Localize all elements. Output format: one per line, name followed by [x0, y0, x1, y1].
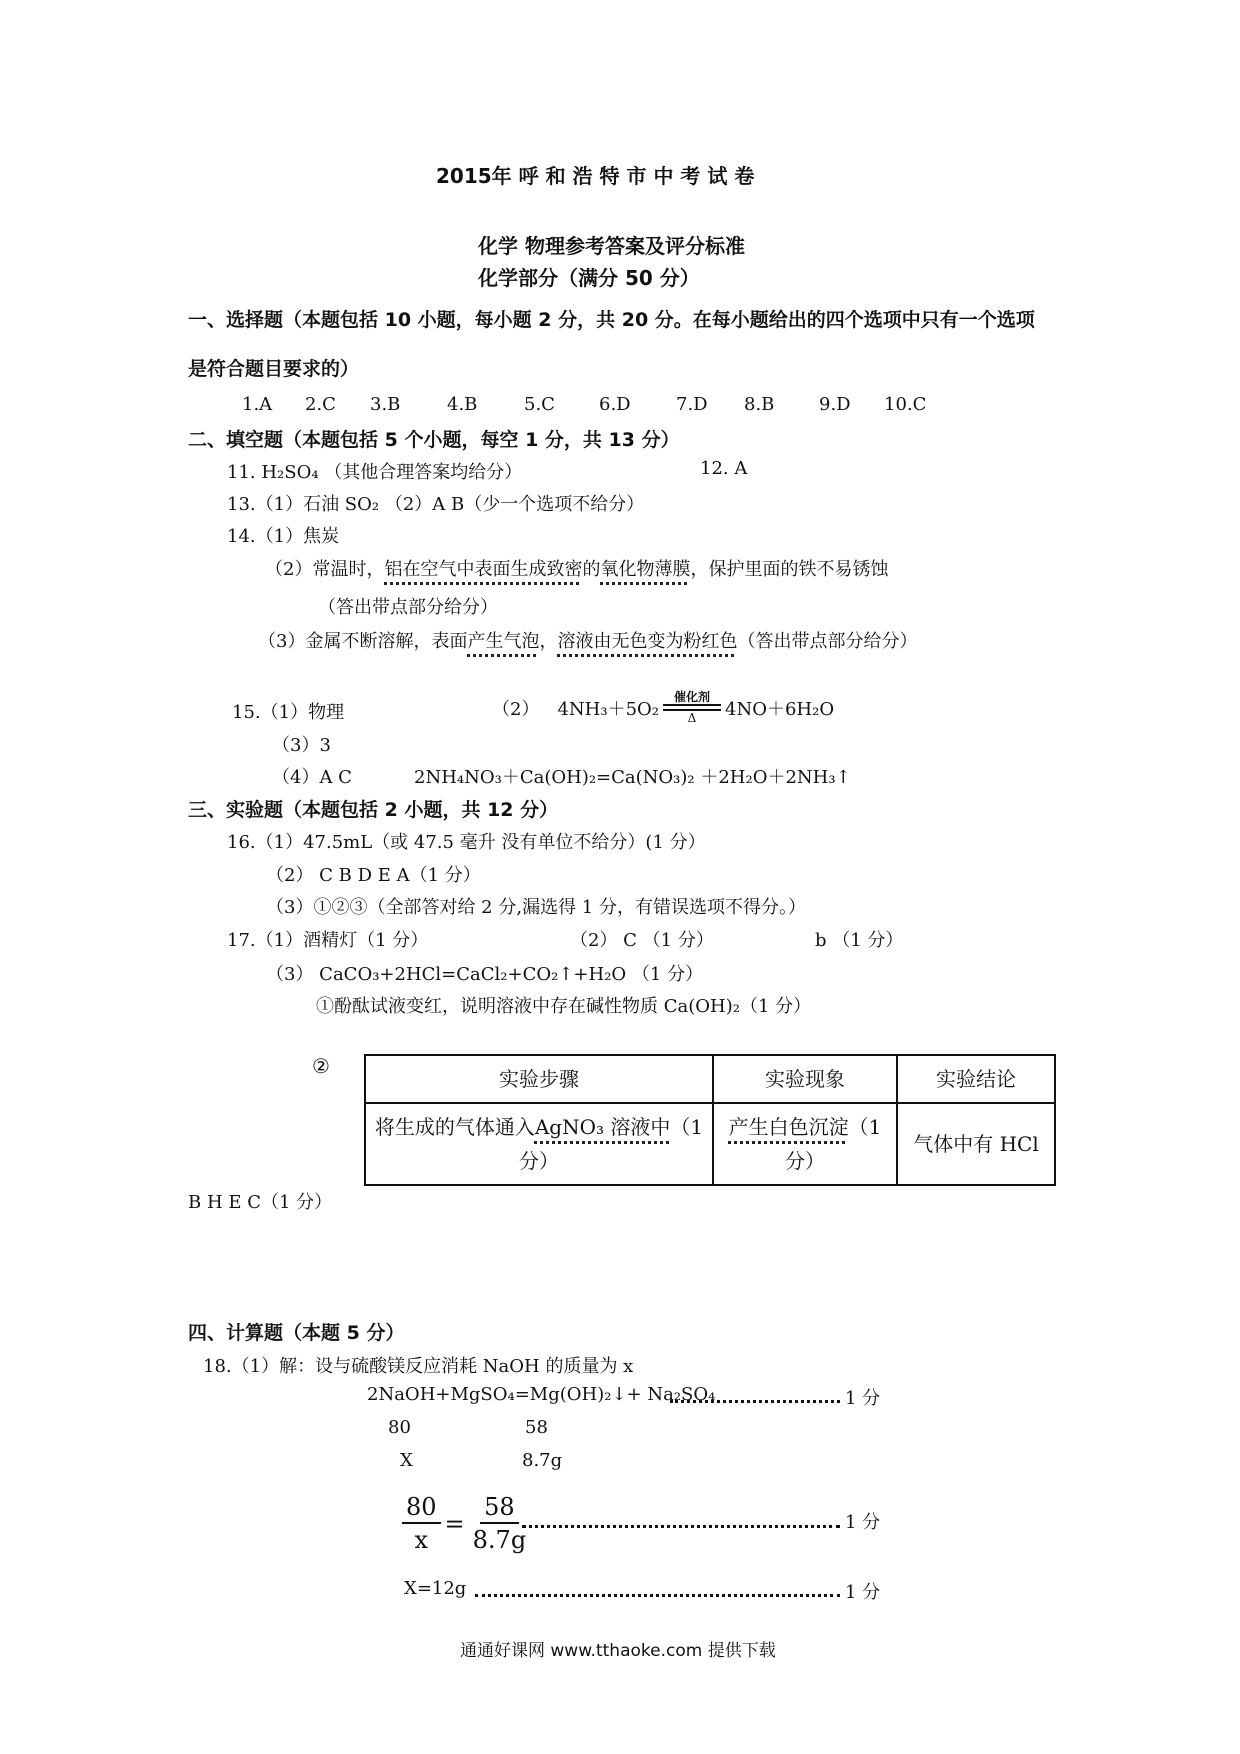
page-subtitle: 化学 物理参考答案及评分标准	[478, 234, 745, 258]
phenomenon-score-b: 分）	[785, 1149, 825, 1173]
q16-3-answer: （3）①②③（全部答对给 2 分,漏选得 1 分，有错误选项不得分。）	[266, 897, 806, 918]
page-title: 2015年 呼 和 浩 特 市 中 考 试 卷	[436, 164, 755, 188]
q17-final-answer: B H E C（1 分）	[188, 1192, 333, 1213]
section-3-heading: 三、实验题（本题包括 2 小题，共 12 分）	[188, 799, 559, 821]
q14-2-text-a: （2）常温时，	[265, 559, 385, 580]
step-score-b: 分）	[519, 1149, 559, 1173]
score-point: 1 分	[845, 1582, 881, 1603]
table-header-conclusion: 实验结论	[897, 1055, 1055, 1103]
answer-1: 1.A	[242, 394, 273, 415]
q14-2-key-a: 铝在空气中表面生成致密	[384, 559, 583, 580]
q14-3-key-a: 产生气泡	[467, 631, 540, 652]
table-header-steps: 实验步骤	[365, 1055, 713, 1103]
q15-2-answer	[492, 690, 834, 725]
q15-2-label: （2）	[492, 698, 540, 720]
q18-1-intro: 18.（1）解：设与硫酸镁反应消耗 NaOH 的质量为 x	[203, 1356, 634, 1377]
fraction-right-numerator: 58	[480, 1492, 519, 1524]
q14-2-answer	[265, 555, 888, 581]
dotted-leader	[522, 1525, 840, 1528]
fraction-left	[402, 1492, 441, 1556]
section-1-heading-cont: 是符合题目要求的）	[188, 358, 360, 380]
known-mass: 8.7g	[522, 1450, 563, 1471]
q17-1-answer: 17.（1）酒精灯（1 分）	[227, 930, 429, 951]
proportion-equation	[402, 1492, 530, 1556]
step-key: AgNO₃ 溶液中	[534, 1115, 671, 1139]
table-cell-phenomenon	[713, 1103, 897, 1185]
unknown-mass: X	[400, 1450, 413, 1471]
molar-mass-mgoh2: 58	[525, 1417, 548, 1438]
reaction-condition-sign	[663, 690, 721, 725]
q17-3-2-marker: ②	[312, 1054, 330, 1078]
table-cell-conclusion: 气体中有 HCl	[897, 1103, 1055, 1185]
table-header-phenomenon: 实验现象	[713, 1055, 897, 1103]
q17-3-answer: （3） CaCO₃+2HCl=CaCl₂+CO₂↑+H₂O （1 分）	[266, 964, 704, 985]
heat-symbol: Δ	[687, 711, 697, 725]
q14-3-text-c: ，	[539, 631, 558, 652]
q14-2-key-b: 氧化物薄膜	[600, 559, 691, 580]
q15-2-reactants: 4NH₃＋5O₂	[557, 698, 659, 720]
answer-10: 10.C	[884, 394, 927, 415]
section-4-heading: 四、计算题（本题 5 分）	[188, 1322, 405, 1344]
step-score-a: （1	[670, 1115, 704, 1139]
q13-answer: 13.（1）石油 SO₂ （2）A B（少一个选项不给分）	[227, 494, 645, 515]
answer-4: 4.B	[447, 394, 478, 415]
q15-2-products: 4NO＋6H₂O	[725, 698, 835, 720]
q15-4-choice: （4）A C	[272, 767, 352, 788]
answer-5: 5.C	[524, 394, 555, 415]
dotted-leader	[475, 1594, 840, 1597]
q11-answer: 11. H₂SO₄ （其他合理答案均给分）	[227, 462, 523, 483]
fraction-left-denominator: x	[414, 1526, 429, 1554]
q14-3-text-e: （答出带点部分给分）	[737, 631, 918, 652]
result-value: X=12g	[404, 1578, 467, 1599]
q14-3-text-a: （3）金属不断溶解，表面	[258, 631, 468, 652]
section-1-heading: 一、选择题（本题包括 10 小题，每小题 2 分，共 20 分。在每小题给出的四个选项中只有一个选项	[188, 309, 1035, 331]
section-title: 化学部分（满分 50 分）	[478, 266, 700, 290]
q15-1-answer: 15.（1）物理	[232, 702, 345, 723]
answer-8: 8.B	[744, 394, 775, 415]
phenomenon-key: 产生白色沉淀	[728, 1115, 849, 1139]
q15-3-answer: （3）3	[272, 735, 331, 756]
answer-9: 9.D	[819, 394, 851, 415]
double-line	[663, 704, 721, 711]
table-row	[365, 1103, 1055, 1185]
q14-2-text-e: ，保护里面的铁不易锈蚀	[690, 559, 889, 580]
q14-2-text-c: 的	[582, 559, 601, 580]
q14-3-key-b: 溶液由无色变为粉红色	[557, 631, 738, 652]
q17-2-answer-a: （2） C （1 分）	[570, 930, 714, 951]
choice-answers	[242, 394, 926, 415]
fraction-right-denominator: 8.7g	[472, 1526, 527, 1554]
q14-3-answer	[258, 627, 917, 653]
q16-1-answer: 16.（1）47.5mL（或 47.5 毫升 没有单位不给分）(1 分）	[227, 832, 706, 853]
step-text: 将生成的气体通入	[374, 1115, 535, 1139]
answer-6: 6.D	[599, 394, 631, 415]
q16-2-answer: （2） C B D E A（1 分）	[266, 865, 481, 886]
section-2-heading: 二、填空题（本题包括 5 个小题，每空 1 分，共 13 分）	[188, 429, 680, 451]
q14-1-answer: 14.（1）焦炭	[227, 526, 340, 547]
dotted-leader	[670, 1400, 840, 1403]
table-cell-step	[365, 1103, 713, 1185]
q15-4-equation: 2NH₄NO₃＋Ca(OH)₂=Ca(NO₃)₂ ＋2H₂O＋2NH₃↑	[414, 767, 851, 788]
answer-3: 3.B	[370, 394, 401, 415]
experiment-table	[364, 1054, 1056, 1186]
catalyst-label: 催化剂	[673, 690, 710, 704]
fraction-left-numerator: 80	[402, 1492, 441, 1524]
equals-sign: =	[444, 1510, 465, 1538]
score-point: 1 分	[845, 1512, 881, 1533]
q17-3-1-answer: ①酚酞试液变红，说明溶液中存在碱性物质 Ca(OH)₂（1 分）	[316, 996, 812, 1017]
q14-2-note: （答出带点部分给分）	[318, 597, 498, 618]
answer-7: 7.D	[676, 394, 708, 415]
fraction-right	[469, 1492, 531, 1556]
table-header-row	[365, 1055, 1055, 1103]
q18-equation: 2NaOH+MgSO₄=Mg(OH)₂↓+ Na₂SO₄	[367, 1384, 716, 1405]
footer-credit: 通通好课网 www.tthaoke.com 提供下载	[460, 1641, 776, 1661]
molar-mass-naoh: 80	[388, 1417, 411, 1438]
answer-2: 2.C	[305, 394, 336, 415]
q12-answer: 12. A	[700, 458, 748, 479]
phenomenon-score-a: （1	[848, 1115, 882, 1139]
q17-2-answer-b: b （1 分）	[815, 930, 904, 951]
score-point: 1 分	[845, 1388, 881, 1409]
